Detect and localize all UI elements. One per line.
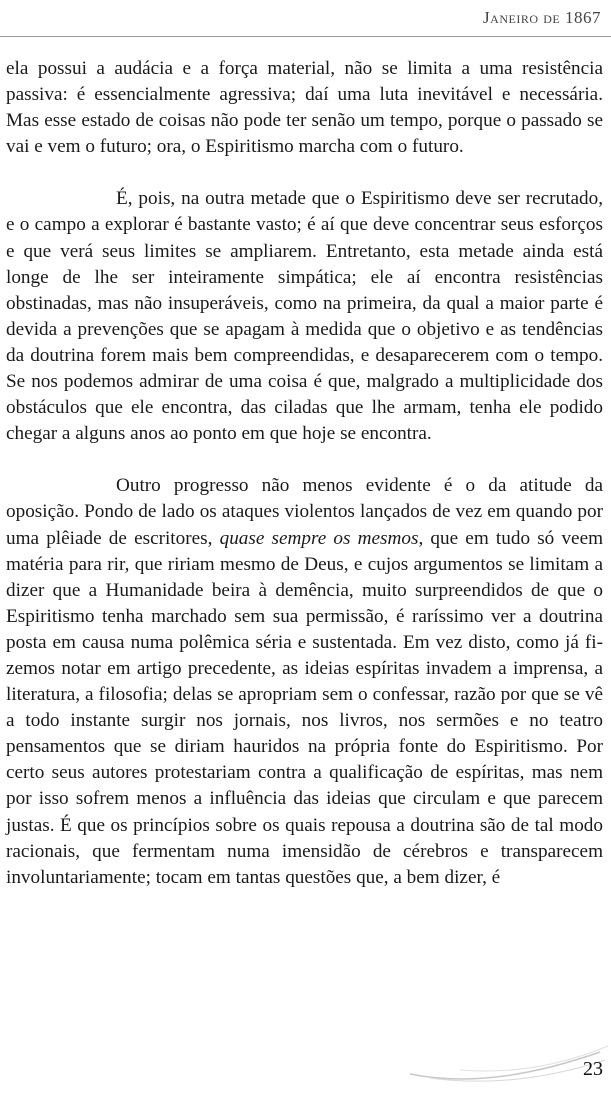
- paragraph-2: [6, 186, 603, 447]
- paragraph-1: [6, 56, 603, 160]
- paragraph-3-text-before: Outro progresso não menos evidente é o da atitude da oposição. Pondo de lado os ataques violentos lançados de vez em quando por uma plêiade de escritores,: [6, 475, 603, 549]
- running-head: Janeiro de 1867: [483, 8, 601, 27]
- paragraph-3-emphasis: quase sempre os mesmos: [219, 527, 419, 549]
- footer-ornament: [400, 1044, 611, 1084]
- page-number: 23: [583, 1058, 603, 1080]
- body-text: [6, 56, 603, 917]
- paragraph-2-text: É, pois, na outra metade que o Espiritismo deve ser recrutado, e o campo a explorar é bastante vasto; é aí que deve concentrar seus esforços e que verá seus limites se ampliarem. Entretanto, esta metade ainda está longe de lhe ser inteiramente simpática; ele aí encontra resistências obstinadas, mas não insuperáveis, como na primeira, da qual a maior parte é devida a prevenções que se apagam à medida que o objetivo e as tendências da doutrina forem mais bem compreendidas, e desaparecerem com o tempo. Se nos podemos admirar de uma coisa é que, malgrado a multiplicidade dos obstáculos que ele encontra, das ciladas que lhe armam, tenha ele podido chegar a alguns anos ao ponto em que hoje se encontra.: [6, 188, 603, 445]
- paragraph-3: [6, 473, 603, 891]
- paragraph-3-text-after: , que em tudo só veem matéria para rir, que ririam mesmo de Deus, e cujos argumentos se limitam a dizer que a Humanidade beira à demência, muito surpreendidos de que o Espiritismo tenha marchado sem sua permissão, é raríssimo ver a doutrina posta em causa numa polêmica séria e sustentada. Em vez disto, como já fizemos notar em artigo precedente, as ideias espíritas invadem a imprensa, a literatura, a filosofia; delas se apropriam sem o confessar, razão por que se vê a todo instante surgir nos jornais, nos livros, nos sermões e no teatro pensamentos que se diriam hauridos na própria fonte do Espiritismo. Por certo seus autores protestariam contra a qualificação de espíritas, mas nem por isso sofrem menos a influência das ideias que circulam e que parecem justas. É que os princípios sobre os quais repousa a doutrina são de tal modo racionais, que fermentam numa imensidão de cérebros e transparecem involuntariamente; tocam em tantas questões que, a bem dizer, é: [6, 527, 604, 888]
- paragraph-1-text: ela possui a audácia e a força material, não se limita a uma resistência passiva: é essencialmente agressiva; daí uma luta inevitável e necessária. Mas esse estado de coisas não pode ter senão um tempo, porque o passado se vai e vem o futuro; ora, o Espiritismo marcha com o futuro.: [6, 58, 603, 158]
- header-rule: [0, 36, 611, 37]
